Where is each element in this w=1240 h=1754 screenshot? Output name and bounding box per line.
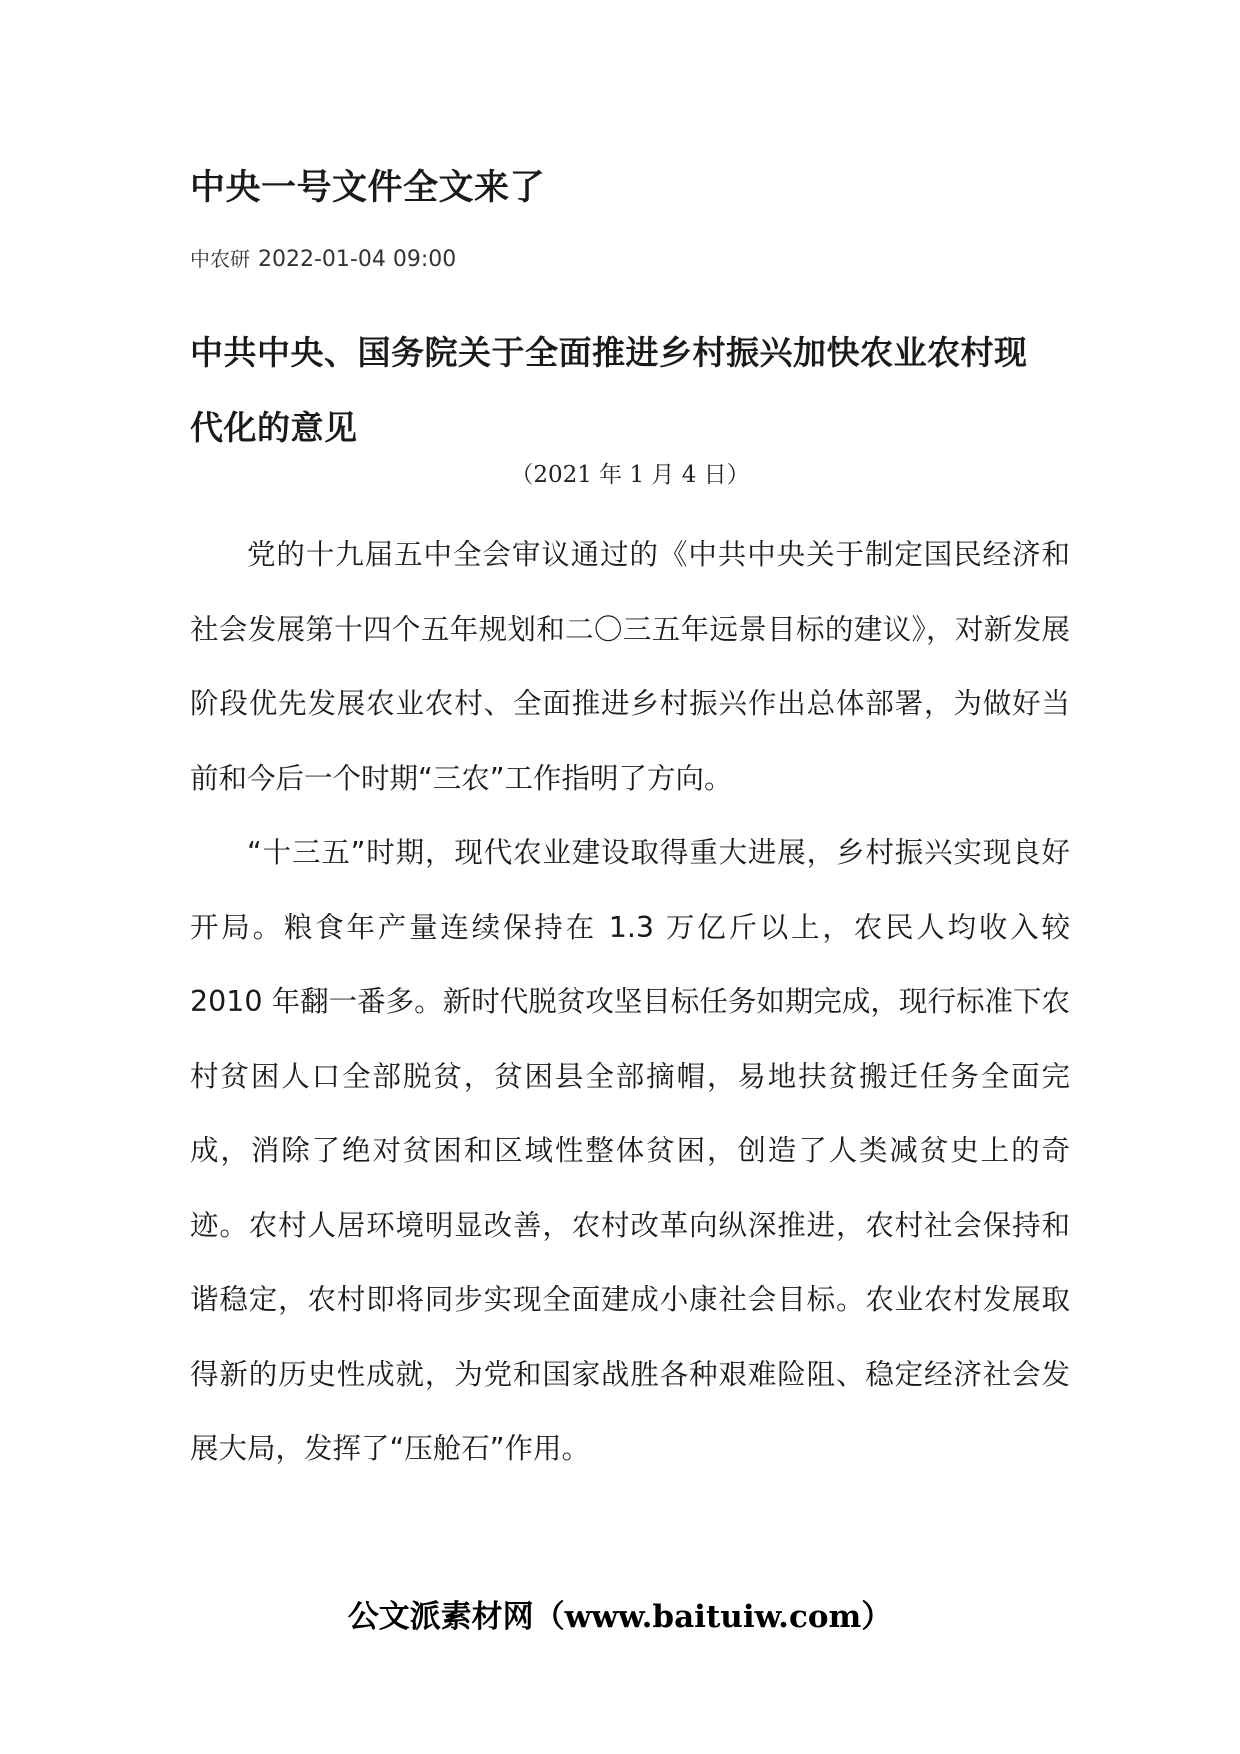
article-byline [190, 240, 456, 279]
article-datetime: 2022-01-04 09:00 [258, 247, 457, 272]
body-paragraph: “十三五”时期，现代农业建设取得重大进展，乡村振兴实现良好开局。粮食年产量连续保持在 1.3 万亿斤以上，农民人均收入较 2010 年翻一番多。新时代脱贫攻坚目标任务如期完成，现行标准下农村贫困人口全部脱贫，贫困县全部摘帽，易地扶贫搬迁任务全面完成，消除了绝对贫困和区域性整体贫困，创造了人类减贫史上的奇迹。农村人居环境明显改善，农村改革向纵深推进，农村社会保持和谐稳定，农村即将同步实现全面建成小康社会目标。农业农村发展取得新的历史性成就，为党和国家战胜各种艰难险阻、稳定经济社会发展大局，发挥了“压舱石”作用。 [190, 836, 1070, 1465]
document-title: 中共中央、国务院关于全面推进乡村振兴加快农业农村现代化的意见 [190, 333, 1028, 447]
body-paragraph: 党的十九届五中全会审议通过的《中共中央关于制定国民经济和社会发展第十四个五年规划和二〇三五年远景目标的建议》，对新发展阶段优先发展农业农村、全面推进乡村振兴作出总体部署，为做好当前和今后一个时期“三农”工作指明了方向。 [190, 538, 1070, 795]
article-title: 中央一号文件全文来了 [190, 168, 546, 208]
article-source: 中农研 [190, 247, 250, 271]
document-date: （2021 年 1 月 4 日） [510, 462, 750, 488]
footer-watermark: 公文派素材网（www.baituiw.com） [347, 1599, 893, 1635]
